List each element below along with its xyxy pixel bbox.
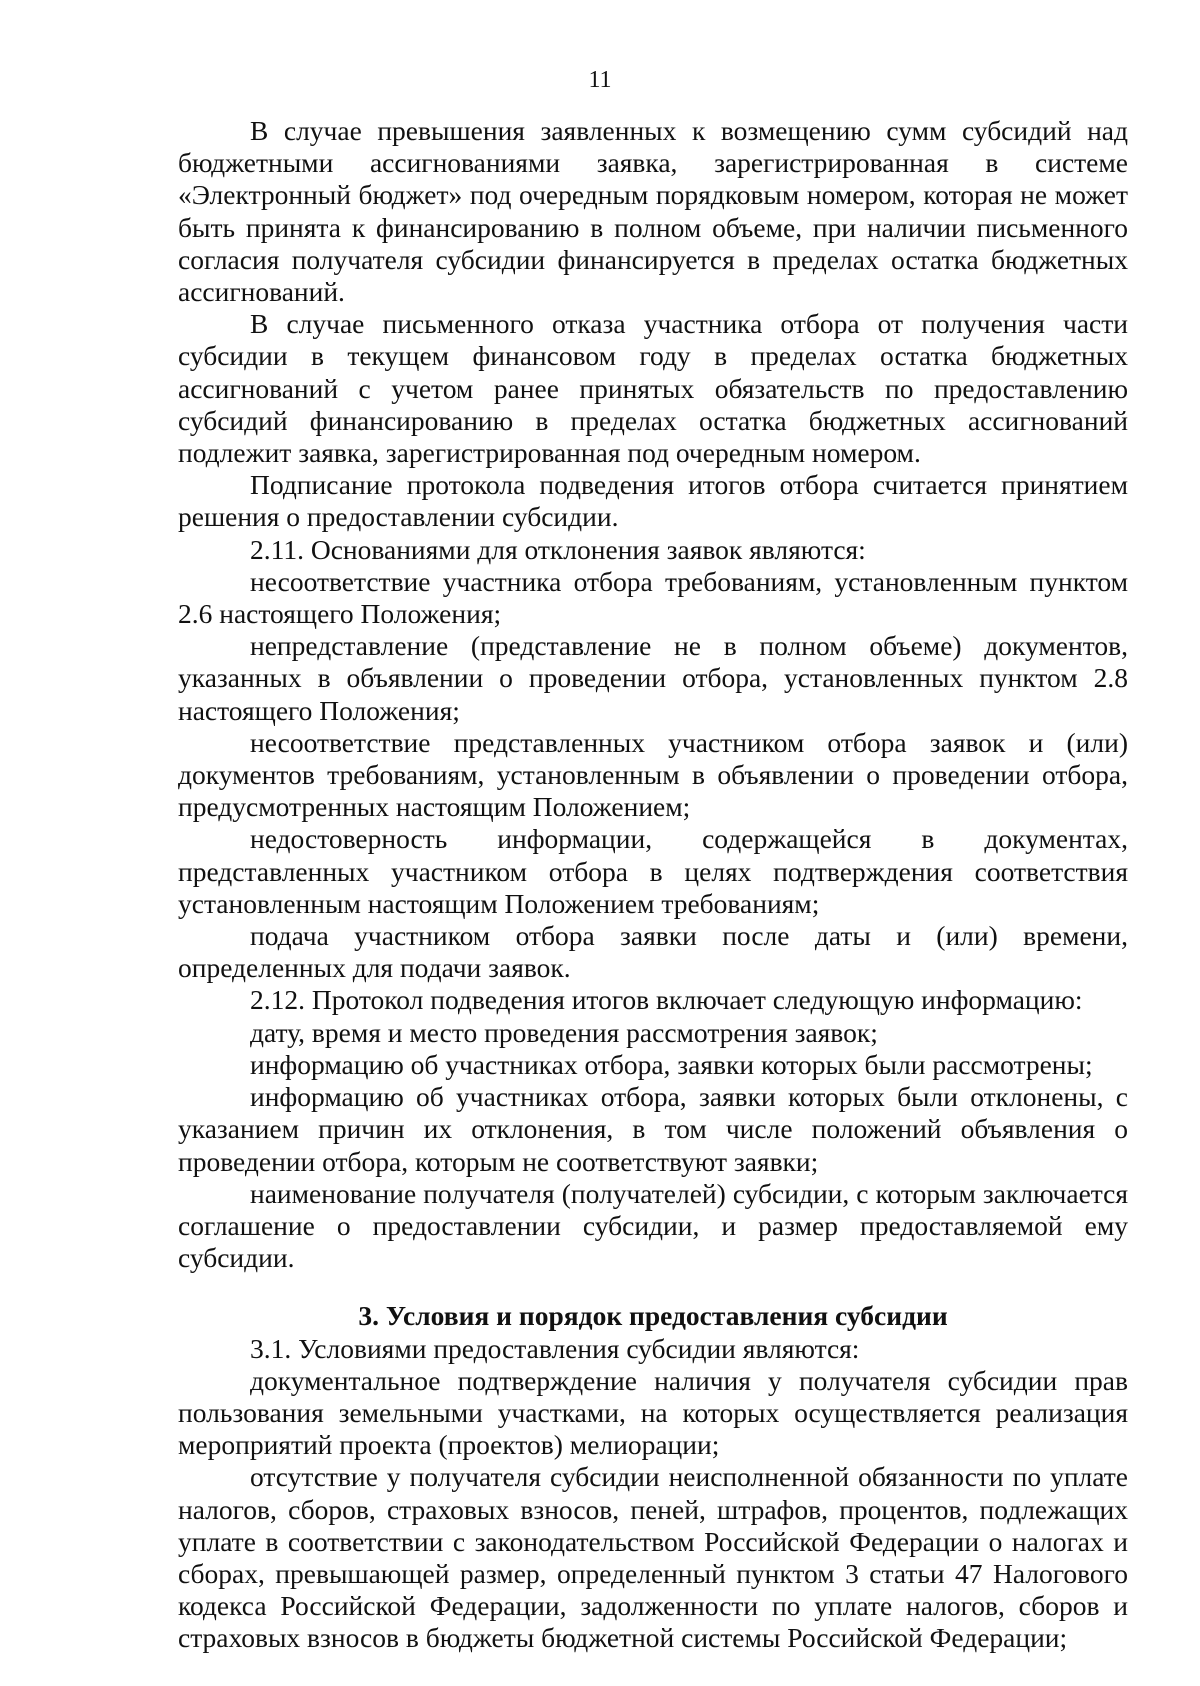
paragraph: информацию об участниках отбора, заявки которых были рассмотрены; [250, 1048, 1093, 1080]
paragraph: несоответствие представленных участником отбора заявок и (или) документов требованиям, установленным в объявлении о проведении отбора, предусмотренных настоящим Положением; [178, 726, 1128, 823]
page-number: 11 [588, 67, 612, 93]
paragraph: наименование получателя (получателей) субсидии, с которым заключается соглашение о предоставлении субсидии, и размер предоставляемой ему субсидии. [178, 1177, 1128, 1274]
section-heading: 3. Условия и порядок предоставления субсидии [358, 1300, 948, 1332]
paragraph: Подписание протокола подведения итогов отбора считается принятием решения о предоставлении субсидии. [178, 469, 1128, 533]
document-body [178, 115, 1128, 1655]
paragraph: непредставление (представление не в полном объеме) документов, указанных в объявлении о проведении отбора, установленных пунктом 2.8 настоящего Положения; [178, 630, 1128, 726]
paragraph: подача участником отбора заявки после даты и (или) времени, определенных для подачи заявок. [178, 920, 1128, 984]
paragraph: 3.1. Условиями предоставления субсидии являются: [250, 1332, 860, 1364]
paragraph: отсутствие у получателя субсидии неисполненной обязанности по уплате налогов, сборов, страховых взносов, пеней, штрафов, процентов, подлежащих уплате в соответствии с законодательством Российской Федерации о налогах и сборах, превышающей размер, определенный пунктом 3 статьи 47 Налогового кодекса Российской Федерации, задолженности по уплате налогов, сборов и страховых взносов в бюджеты бюджетной системы Российской Федерации; [178, 1461, 1128, 1654]
paragraph: 2.11. Основаниями для отклонения заявок являются: [250, 533, 866, 565]
paragraph: 2.12. Протокол подведения итогов включает следующую информацию: [250, 984, 1083, 1016]
paragraph: дату, время и место проведения рассмотрения заявок; [250, 1016, 878, 1048]
paragraph: документальное подтверждение наличия у получателя субсидии прав пользования земельными участками, на которых осуществляется реализация мероприятий проекта (проектов) мелиорации; [178, 1364, 1128, 1461]
paragraph: информацию об участниках отбора, заявки которых были отклонены, с указанием причин их отклонения, в том числе положений объявления о проведении отбора, которым не соответствуют заявки; [178, 1081, 1128, 1177]
paragraph: В случае превышения заявленных к возмещению сумм субсидий над бюджетными ассигнованиями заявка, зарегистрированная в системе «Электронный бюджет» под очередным порядковым номером, которая не может быть принята к финансированию в полном объеме, при наличии письменного согласия получателя субсидии финансируется в пределах остатка бюджетных ассигнований. [178, 115, 1128, 308]
paragraph: несоответствие участника отбора требованиям, установленным пунктом 2.6 настоящего Положения; [178, 565, 1128, 630]
paragraph: недостоверность информации, содержащейся в документах, представленных участником отбора в целях подтверждения соответствия установленным настоящим Положением требованиям; [178, 823, 1128, 919]
paragraph: В случае письменного отказа участника отбора от получения части субсидии в текущем финансовом году в пределах остатка бюджетных ассигнований с учетом ранее принятых обязательств по предоставлению субсидий финансированию в пределах остатка бюджетных ассигнований подлежит заявка, зарегистрированная под очередным номером. [178, 308, 1128, 469]
